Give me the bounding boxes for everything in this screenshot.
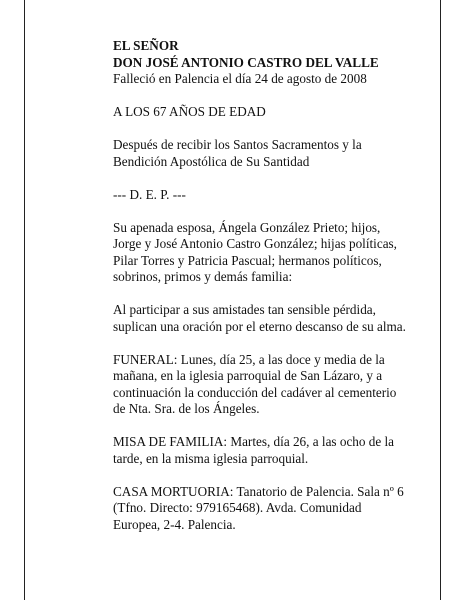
- family-line-4: sobrinos, primos y demás familia:: [113, 269, 293, 284]
- request-line-2: suplican una oración por el eterno descanso de su alma.: [113, 318, 406, 334]
- funeral-line-1: FUNERAL: Lunes, día 25, a las doce y media de la: [113, 351, 385, 367]
- family-mass-line-1: MISA DE FAMILIA: Martes, día 26, a las ocho de la: [113, 434, 395, 449]
- sacraments-line-1: Después de recibir los Santos Sacramentos y la: [113, 137, 362, 152]
- family-line-3: Pilar Torres y Patricia Pascual; hermanos políticos,: [113, 252, 382, 268]
- title-line-1: EL SEÑOR: [113, 38, 179, 53]
- obituary-notice: [113, 38, 433, 533]
- family-line-1: Su apenada esposa, Ángela González Prieto; hijos,: [113, 219, 381, 235]
- family-mass-line-2: tarde, en la misma iglesia parroquial.: [113, 450, 309, 466]
- sacraments-line-2: Bendición Apostólica de Su Santidad: [113, 153, 310, 169]
- request-line-1: Al participar a sus amistades tan sensible pérdida,: [113, 302, 376, 317]
- death-statement: Falleció en Palencia el día 24 de agosto de 2008: [113, 71, 367, 86]
- wake-line-3: Europea, 2-4. Palencia.: [113, 516, 236, 532]
- right-border-line: [440, 0, 441, 600]
- age-statement: A LOS 67 AÑOS DE EDAD: [113, 104, 266, 119]
- family-line-2: Jorge y José Antonio Castro González; hijas políticas,: [113, 236, 397, 251]
- wake-line-1: CASA MORTUORIA: Tanatorio de Palencia. Sala nº 6: [113, 483, 404, 499]
- funeral-line-3: continuación la conducción del cadáver al cementerio: [113, 384, 397, 400]
- rip-line: --- D. E. P. ---: [113, 186, 186, 202]
- wake-line-2: (Tfno. Directo: 979165468). Avda. Comunidad: [113, 500, 362, 515]
- left-border-line: [24, 0, 25, 600]
- funeral-line-4: de Nta. Sra. de los Ángeles.: [113, 401, 260, 416]
- funeral-line-2: mañana, en la iglesia parroquial de San Lázaro, y a: [113, 368, 383, 383]
- deceased-name: DON JOSÉ ANTONIO CASTRO DEL VALLE: [113, 54, 379, 70]
